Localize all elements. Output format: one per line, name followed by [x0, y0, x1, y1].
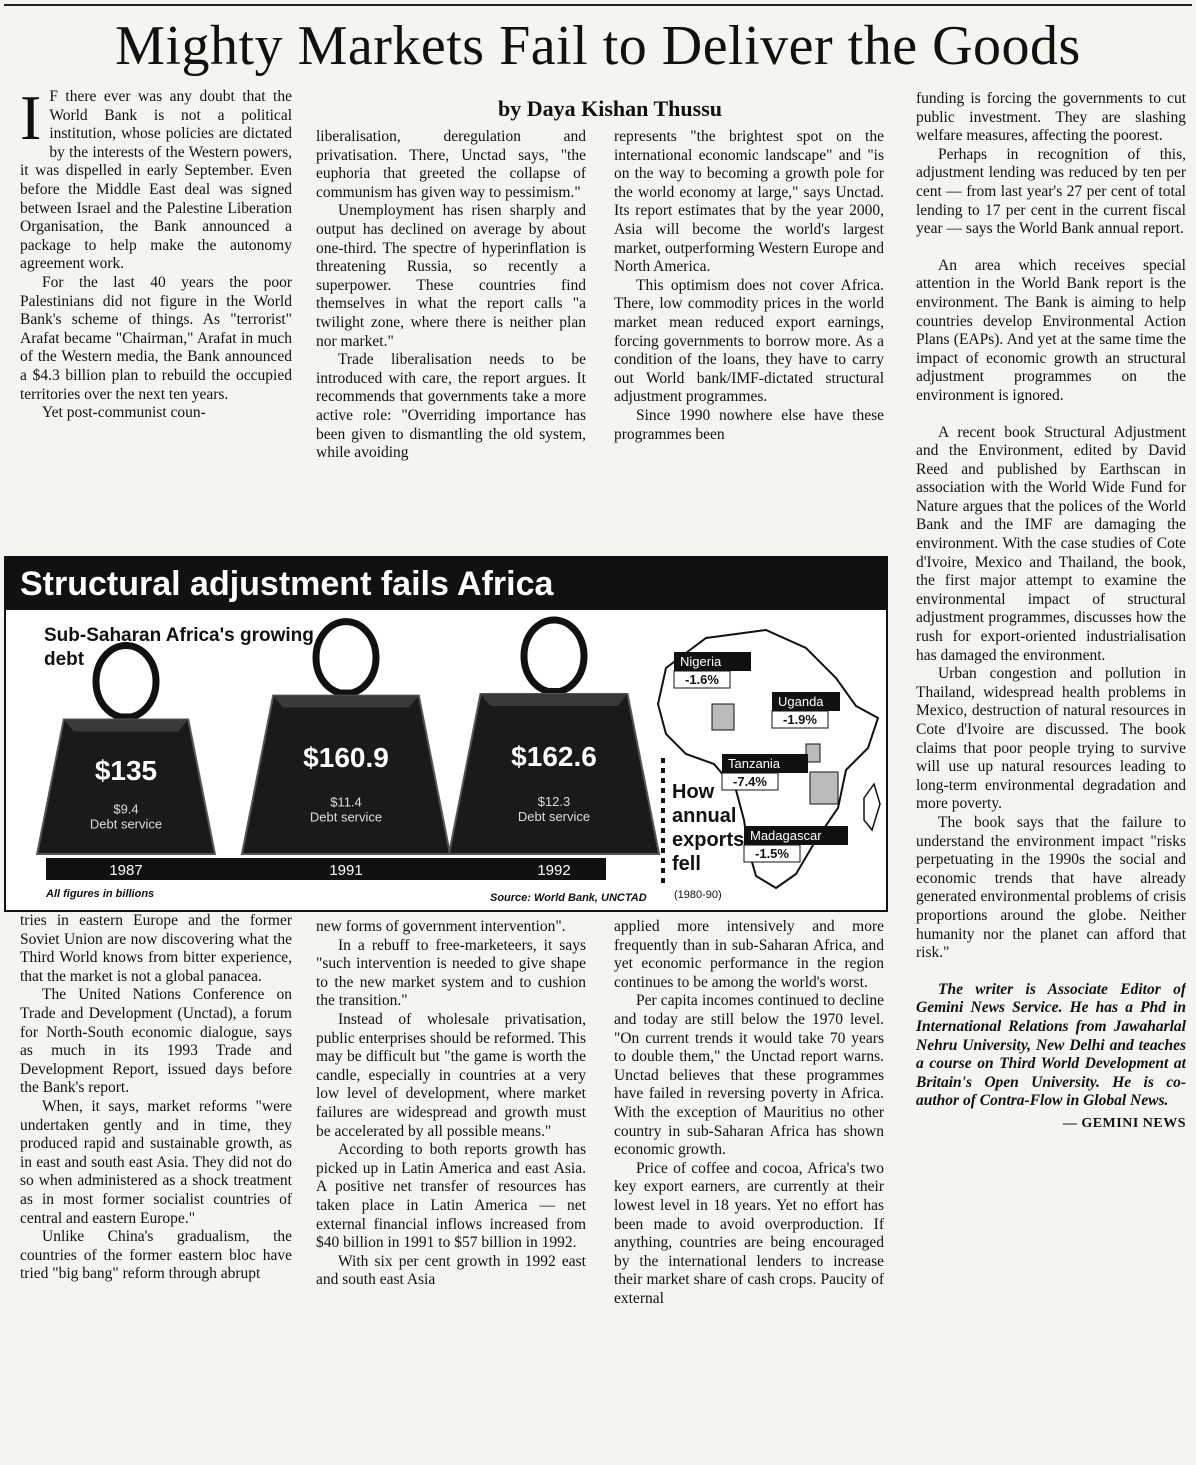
dotted-divider	[661, 828, 665, 833]
dotted-divider	[661, 768, 665, 773]
nigeria-marker	[712, 704, 734, 730]
country-name-label: Tanzania	[728, 756, 781, 771]
top-rule	[4, 4, 1192, 6]
column-4	[916, 90, 1186, 1460]
column-2-bottom	[316, 918, 586, 1452]
dotted-divider	[661, 868, 665, 873]
paragraph: Unlike China's gradualism, the countries of the former eastern bloc have tried "big bang" reform through abrupt	[20, 1228, 292, 1283]
madagascar-outline	[864, 784, 880, 830]
dotted-divider	[661, 818, 665, 823]
weight-ring-icon	[316, 622, 376, 694]
graphic-banner: Structural adjustment fails Africa	[6, 558, 886, 610]
exports-title-line: How	[672, 781, 715, 803]
paragraph: funding is forcing the governments to cut public investment. They are slashing welfare measures, affecting the poorest.	[916, 90, 1186, 145]
year-tick-label: 1991	[329, 862, 363, 879]
column-2-top	[316, 128, 586, 546]
paragraph: liberalisation, deregulation and privatisation. There, Unctad says, "the euphoria that greeted the collapse of communism has given way to pessimism."	[316, 128, 586, 201]
weight-ring-icon	[96, 645, 156, 717]
debt-weight-bar	[37, 719, 215, 854]
exports-title-line: exports	[672, 829, 745, 851]
tanzania-marker	[810, 772, 838, 804]
graphic-subtitle: Sub-Saharan Africa's growing debt	[44, 625, 314, 670]
paragraph: applied more intensively and more frequently than in sub-Saharan Africa, and yet economic performance in the region continues to be among the world's worst.	[614, 918, 884, 991]
paragraph: According to both reports growth has picked up in Latin America and east Asia. A positive net transfer of resources has taken place in Latin America — net external financial inflows increased from $40 billion in 1991 to $57 billion in 1992.	[316, 1141, 586, 1252]
paragraph: Unemployment has risen sharply and output has declined on average by about one-third. The spectre of hyperinflation is threatening Russia, so recently a superpower. These countries find themselves in what the report calls "a twilight zone, where there is neither plan nor market."	[316, 202, 586, 350]
paragraph: For the last 40 years the poor Palestinians did not figure in the World Bank's scheme of things. As "terrorist" Arafat became "Chairman," Arafat in much of the Western media, the Bank announced a $4.3 billion plan to rebuild the occupied territories over the next ten years.	[20, 273, 292, 403]
year-tick-label: 1987	[109, 862, 143, 879]
column-3-top	[614, 128, 884, 546]
dotted-divider	[661, 848, 665, 853]
weight-bevel	[481, 694, 628, 706]
exports-period-label: (1980-90)	[674, 889, 722, 901]
debt-service-value-label: $11.4	[330, 794, 362, 810]
paragraph: This optimism does not cover Africa. There, low commodity prices in the world market mean reduced export earnings, forcing governments to borrow more. As a condition of the loans, they have to carry out World bank/IMF-dictated structural adjustment programmes.	[614, 276, 884, 406]
paragraph: With six per cent growth in 1992 east and south east Asia	[316, 1252, 586, 1289]
spacer	[916, 406, 1186, 424]
paragraph: Trade liberalisation needs to be introduced with care, the report argues. It recommends that governments take a more active role: "Overriding importance has been given to dismantling the old system, while avoiding	[316, 351, 586, 462]
headline: Mighty Markets Fail to Deliver the Goods	[115, 15, 1081, 77]
exports-title-line: annual	[672, 805, 737, 827]
country-name-label: Madagascar	[750, 828, 822, 843]
export-change-label: -1.5%	[755, 846, 789, 861]
debt-service-caption: Debt service	[309, 809, 383, 825]
spacer	[916, 963, 1186, 981]
country-name-label: Uganda	[778, 694, 824, 709]
dotted-divider	[661, 778, 665, 783]
dotted-divider	[661, 758, 665, 763]
dotted-divider	[661, 788, 665, 793]
byline: by Daya Kishan Thussu	[498, 96, 722, 121]
debt-total-label: $162.6	[511, 741, 597, 772]
signoff: — GEMINI NEWS	[1062, 1115, 1186, 1131]
dotted-divider	[661, 808, 665, 813]
spacer	[916, 239, 1186, 257]
country-name-label: Nigeria	[680, 654, 722, 669]
paragraph: represents "the brightest spot on the international economic landscape" and "is on the way to becoming a growth pole for the world economy at large," says Unctad. Its report estimates that by the year 2000, Asia will become the world's largest market, outperforming Western Europe and North America.	[614, 128, 884, 276]
infographic-svg	[6, 558, 886, 910]
debt-service-caption: Debt service	[517, 809, 591, 824]
paragraph: new forms of government intervention".	[316, 918, 566, 935]
export-change-label: -1.6%	[685, 672, 719, 687]
debt-service-value-label: $9.4	[113, 801, 139, 817]
weight-bevel	[273, 696, 419, 708]
paragraph: When, it says, market reforms "were undertaken gently and in time, they produced rapid and sustainable growth, as in east and south east Asia. They did not do so when administered as a shock treatment as in most former socialist countries of central and eastern Europe."	[20, 1097, 292, 1227]
debt-total-label: $135	[94, 755, 158, 787]
dotted-divider	[661, 878, 665, 883]
source-note: Source: World Bank, UNCTAD	[490, 892, 647, 904]
exports-title-line: fell	[672, 853, 701, 875]
paragraph: Perhaps in recognition of this, adjustment lending was reduced by ten per cent — from last year's 27 per cent of total lending to 17 per cent in the current fiscal year — says the World Bank annual report.	[916, 145, 1186, 238]
column-1-bottom	[20, 912, 292, 1452]
paragraph-text: F there ever was any doubt that the World Bank is not a political institution, whose policies are dictated by the interests of the Western powers, it was dispelled in early September. Even before the Middle East deal was signed between Israel and the Palestine Liberation Organisation, the Bank announced a package to help make the autonomy agreement work.	[20, 88, 292, 273]
paragraph	[20, 88, 292, 274]
drop-cap: I	[20, 88, 42, 153]
paragraph: The book says that the failure to understand the environment impact "risks perpetuating in the 1990s the social and economic trends that have already generated environmental problems of crisis proportions around the globe. Neither humanity nor the planet can afford that risk."	[916, 813, 1186, 962]
dotted-divider	[661, 838, 665, 843]
units-note: All figures in billions	[46, 888, 155, 900]
paragraph: Price of coffee and cocoa, Africa's two key export earners, are currently at their lowest level in 18 years. Yet no effort has been made to avoid overproduction. If anything, countries are being encouraged by the international lenders to increase their market share of cash crops. Paucity of external	[614, 1159, 884, 1307]
debt-service-caption: Debt service	[89, 816, 163, 832]
year-tick-label: 1992	[537, 862, 571, 879]
paragraph: In a rebuff to free-marketeers, it says "such intervention is needed to give shape to the new market system and to cushion the transition."	[316, 936, 586, 1010]
debt-service-value-label: $12.3	[537, 794, 571, 809]
paragraph: Yet post-communist coun-	[42, 404, 206, 422]
paragraph: Instead of wholesale privatisation, public enterprises should be reformed. This may be difficult but "the game is worth the candle, especially in countries at a very low level of development, where market failures are widespread and growth must be accelerated by all possible means."	[316, 1010, 586, 1140]
debt-weight-bar	[242, 696, 450, 854]
paragraph: The United Nations Conference on Trade and Development (Unctad), a forum for North-South economic dialogue, says as much in its 1993 Trade and Development Report, issued days before the Bank's report.	[20, 986, 292, 1097]
dotted-divider	[661, 798, 665, 803]
column-1-top	[20, 88, 292, 546]
paragraph: Since 1990 nowhere else have these programmes been	[614, 406, 884, 443]
dotted-divider	[661, 858, 665, 863]
debt-total-label: $160.9	[303, 741, 389, 773]
paragraph: Urban congestion and pollution in Thailand, widespread health problems in Mexico, destruction of natural resources in Cote d'Ivoire are discussed. The book claims that poor people trying to survive will use up natural resources leading to long-term environmental degradation and more poverty.	[916, 665, 1186, 813]
weight-bevel	[64, 719, 188, 731]
weight-ring-icon	[524, 620, 584, 692]
paragraph: An area which receives special attention in the World Bank report is the environment. The Bank is aiming to help countries develop Environmental Action Plans (EAPs). And yet at the same time the impact of economic growth an structural adjustment programmes on the environment is ignored.	[916, 256, 1186, 404]
export-change-label: -7.4%	[733, 774, 767, 789]
uganda-marker	[806, 744, 820, 762]
infographic	[4, 556, 888, 912]
paragraph: A recent book Structural Adjustment and the Environment, edited by David Reed and published by Earthscan in association with the World Wide Fund for Nature argues that the polices of the World Bank and the IMF are damaging the environment. With the case studies of Cote d'Ivoire, Mexico and Thailand, the book, the first major attempt to examine the environmental impact of structural adjustment programmes, discusses how the rush for export-oriented industrialisation has damaged the environment.	[916, 423, 1186, 664]
paragraph: Per capita incomes continued to decline and today are still below the 1970 level. "On current trends it would take 70 years to double them," the Unctad report warns. Unctad believes that these programmes have failed in reversing poverty in Africa. With the exception of Mauritius no other country in sub-Saharan Africa has shown economic growth.	[614, 992, 884, 1159]
paragraph: tries in eastern Europe and the former Soviet Union are now discovering what the Third World knows from bitter experience, that the market is not a global panacea.	[20, 912, 292, 985]
author-bio: The writer is Associate Editor of Gemini News Service. He has a Phd in International Relations from Jawaharlal Nehru University, New Delhi and teaches a course on Third World Development at Britain's Open University. He is co-author of Contra-Flow in Global News.	[916, 980, 1186, 1110]
export-change-label: -1.9%	[783, 712, 817, 727]
column-3-bottom	[614, 918, 884, 1452]
debt-weight-bar	[449, 694, 659, 854]
